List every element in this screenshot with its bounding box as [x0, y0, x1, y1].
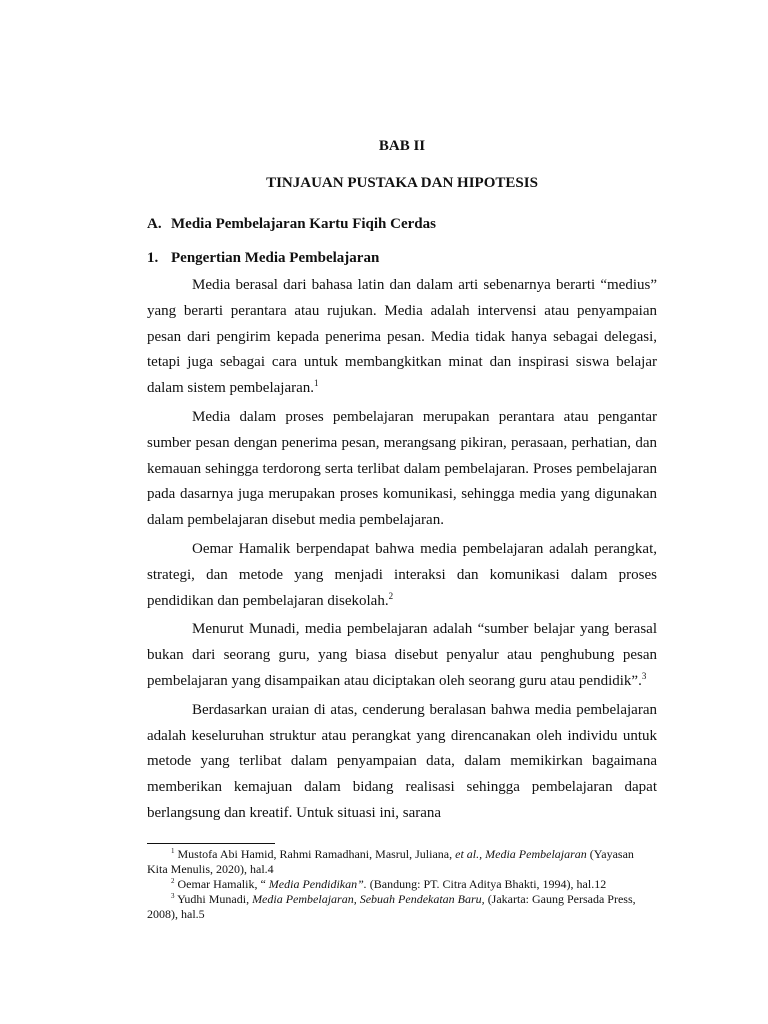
footnote-text: Oemar Hamalik, “	[177, 877, 269, 891]
footnote-italic: Media Pembelajaran, Sebuah Pendekatan Baru,	[252, 892, 485, 906]
paragraph	[147, 273, 657, 402]
paragraph-text: Berdasarkan uraian di atas, cenderung beralasan bahwa media pembelajaran adalah keseluruhan struktur atau perangkat yang direncanakan oleh individu untuk metode yang terlibat dalam penyampaian data, dalam memikirkan bagaimana memberikan kemajuan dalam bidang realisasi sehingga pembelajaran dapat berlangsung dan kreatif. Untuk situasi ini, sarana	[147, 701, 657, 821]
paragraph-text: Media berasal dari bahasa latin dan dalam arti sebenarnya berarti “medius” yang berarti perantara atau rujukan. Media adalah intervensi atau penyampaian pesan dari pengirim kepada penerima pesan. Media tidak hanya sebagai delegasi, tetapi juga sebagai cara untuk membangkitkan minat dan inspirasi siswa belajar dalam sistem pembelajaran.	[147, 277, 657, 397]
paragraph	[147, 617, 657, 694]
subsection-heading-1	[147, 250, 657, 267]
footnote-divider	[147, 843, 275, 844]
subsection-marker: 1.	[147, 250, 159, 266]
paragraph-text: Oemar Hamalik berpendapat bahwa media pembelajaran adalah perangkat, strategi, dan metode yang menjadi interaksi dan komunikasi dalam proses pendidikan dan pembelajaran disekolah.	[147, 540, 657, 609]
footnote-number: 1	[171, 847, 175, 855]
footnote-text: (Yayasan Kita Menulis, 2020), hal.4	[147, 847, 634, 876]
paragraph-text: Media dalam proses pembelajaran merupakan perantara atau pengantar sumber pesan dengan penerima pesan, merangsang pikiran, perasaan, perhatian, dan kemauan sehingga terdorong serta terlibat dalam pembelajaran. Proses pembelajaran pada dasarnya juga merupakan proses komunikasi, sehingga media yang digunakan dalam pembelajaran disebut media pembelajaran.	[147, 408, 657, 529]
paragraph	[147, 405, 657, 534]
footnote	[147, 892, 657, 922]
footnote	[147, 847, 657, 877]
section-marker: A.	[147, 216, 162, 232]
body-text	[147, 273, 657, 830]
footnote-ref: 3	[641, 670, 647, 681]
paragraph-text: Menurut Munadi, media pembelajaran adalah “sumber belajar yang berasal bukan dari seorang guru, yang biasa disebut penyalur atau penghubung pesan pembelajaran yang disampaikan atau diciptakan oleh seorang guru atau pendidik”.	[147, 621, 657, 689]
chapter-title: TINJAUAN PUSTAKA DAN HIPOTESIS	[266, 175, 538, 191]
footnote-italic: Media Pendidikan”.	[268, 877, 367, 891]
footnotes	[147, 847, 657, 922]
footnote-number: 2	[171, 877, 175, 885]
chapter-heading: BAB II	[378, 138, 426, 154]
footnote-text: Mustofa Abi Hamid, Rahmi Ramadhani, Masrul, Juliana,	[177, 847, 456, 861]
section-title: Media Pembelajaran Kartu Fiqih Cerdas	[171, 216, 436, 232]
paragraph	[147, 698, 657, 827]
footnote-text: Yudhi Munadi,	[177, 892, 253, 906]
footnote-text: (Bandung: PT. Citra Aditya Bhakti, 1994), hal.12	[366, 877, 607, 891]
footnote	[147, 877, 657, 892]
footnote-number: 3	[171, 892, 175, 900]
section-heading-a	[147, 216, 657, 233]
footnote-text: (Jakarta: Gaung Persada Press, 2008), hal.5	[147, 892, 636, 921]
paragraph	[147, 537, 657, 614]
footnote-ref: 1	[314, 378, 319, 389]
footnote-italic: et al., Media Pembelajaran	[455, 847, 587, 861]
footnote-ref: 2	[388, 590, 394, 601]
subsection-title: Pengertian Media Pembelajaran	[171, 250, 380, 266]
